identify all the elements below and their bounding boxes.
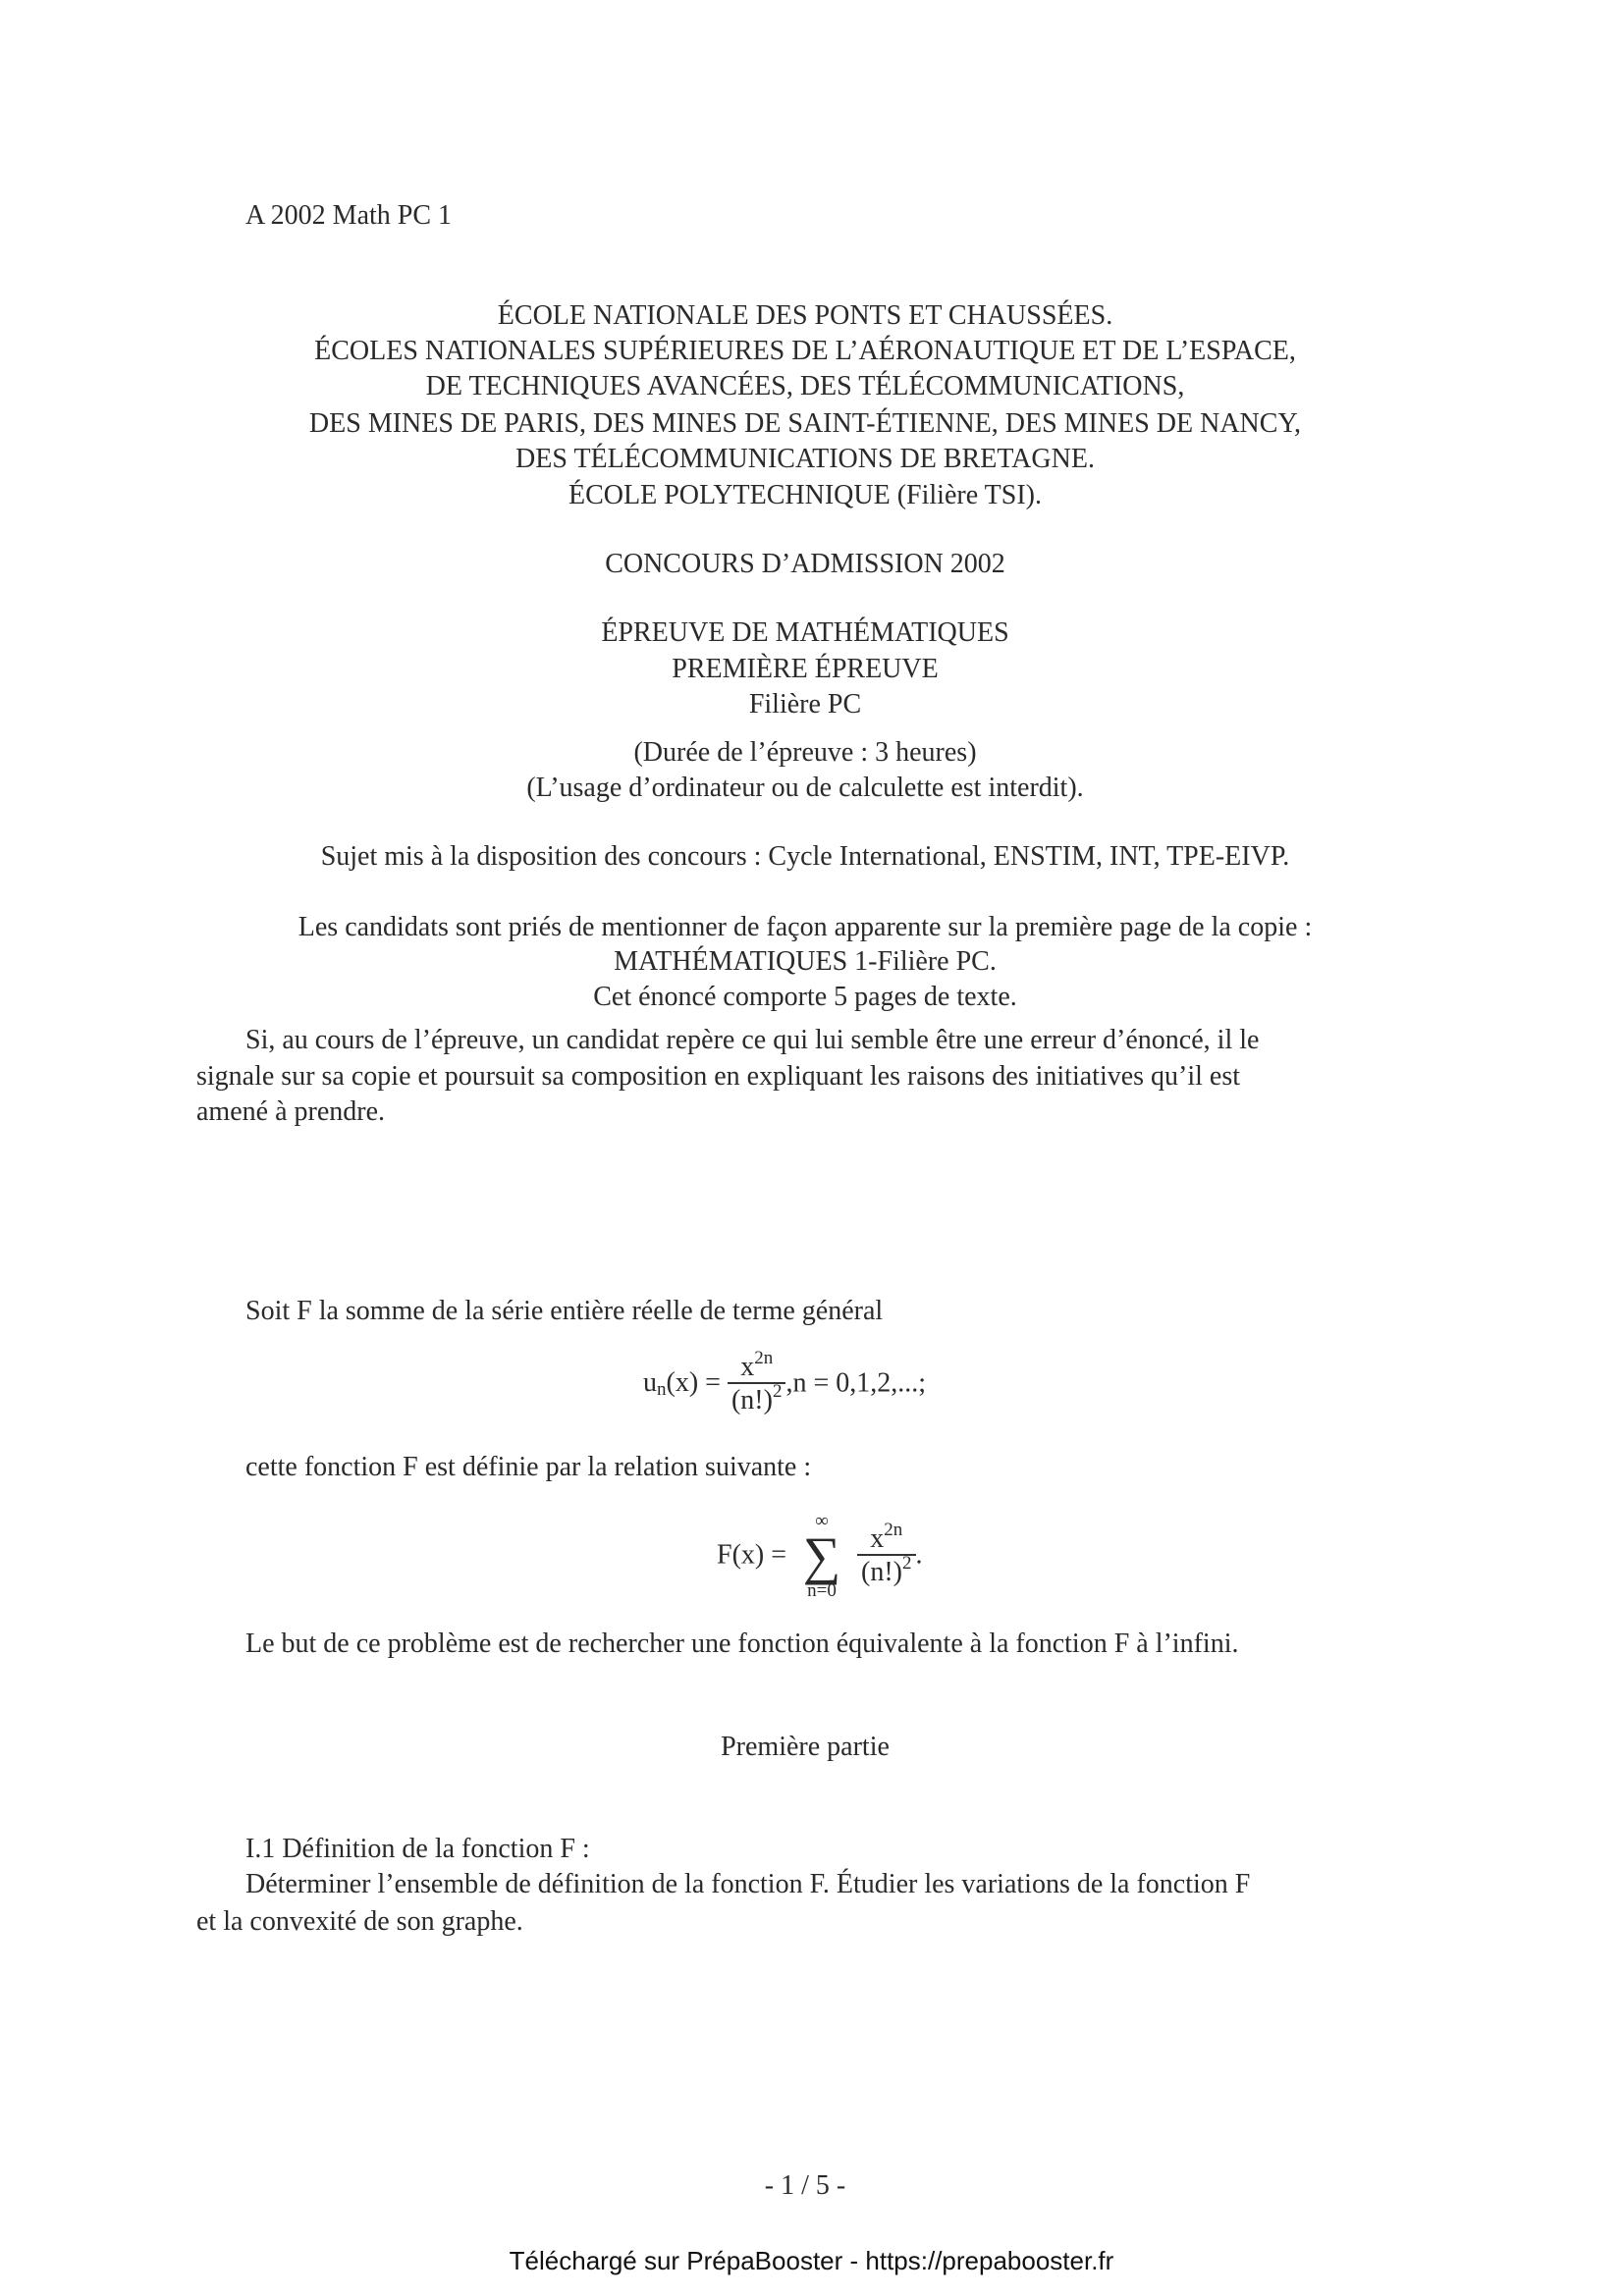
mention: MATHÉMATIQUES 1-Filière PC. (614, 946, 997, 977)
question-line: et la convexité de son graphe. (196, 1906, 523, 1937)
formula-lhs: F(x) = (717, 1539, 787, 1571)
erreur-line: Si, au cours de l’épreuve, un candidat repère ce qui lui semble être une erreur d’énoncé, il le (245, 1025, 1260, 1055)
formula-un (643, 1348, 927, 1417)
school-line: DES TÉLÉCOMMUNICATIONS DE BRETAGNE. (515, 444, 1095, 474)
candidats-note: Les candidats sont priés de mentionner de façon apparente sur la première page de la copie : (298, 912, 1313, 942)
erreur-line: signale sur sa copie et poursuit sa composition en expliquant les raisons des initiatives qu’il est (196, 1061, 1241, 1092)
duree: (Durée de l’épreuve : 3 heures) (633, 737, 977, 768)
epreuve-title: ÉPREUVE DE MATHÉMATIQUES (601, 617, 1009, 648)
formula-tail: ,n = 0,1,2,...; (785, 1367, 927, 1399)
concours-title: CONCOURS D’ADMISSION 2002 (605, 549, 1005, 579)
erreur-line: amené à prendre. (196, 1096, 385, 1127)
formula-tail: . (915, 1539, 923, 1571)
pages-note: Cet énoncé comporte 5 pages de texte. (593, 982, 1017, 1012)
premiere-epreuve: PREMIÈRE ÉPREUVE (672, 654, 939, 684)
page-number: - 1 / 5 - (764, 2170, 846, 2201)
section-title: Première partie (721, 1732, 890, 1762)
but-text: Le but de ce problème est de rechercher une fonction équivalente à la fonction F à l’infini. (245, 1629, 1239, 1659)
fraction: $\frac{x^{2n}}{(n!)^2}$ (728, 1353, 785, 1417)
school-line: ÉCOLE NATIONALE DES PONTS ET CHAUSSÉES. (497, 300, 1113, 331)
school-line: ÉCOLE POLYTECHNIQUE (Filière TSI). (568, 480, 1042, 510)
sum-operator: ∞ ∑ n=0 (802, 1511, 841, 1601)
relation-text: cette fonction F est définie par la relation suivante : (245, 1452, 812, 1482)
usage-note: (L’usage d’ordinateur ou de calculette est interdit). (526, 773, 1084, 803)
formula-lhs: $u_n(x)$ = (643, 1367, 721, 1401)
school-line: DE TECHNIQUES AVANCÉES, DES TÉLÉCOMMUNICATIONS, (425, 371, 1185, 401)
question-line: Déterminer l’ensemble de définition de la fonction F. Étudier les variations de la fonction F (245, 1869, 1251, 1899)
fraction: $\frac{x^{2n}}{(n!)^2}$ (857, 1524, 915, 1589)
intro-text: Soit F la somme de la série entière réelle de terme général (245, 1296, 884, 1326)
sujet-note: Sujet mis à la disposition des concours : Cycle International, ENSTIM, INT, TPE-EIVP. (320, 841, 1290, 872)
question-title: I.1 Définition de la fonction F : (245, 1834, 590, 1864)
download-link[interactable]: Téléchargé sur PrépaBooster - https://prepabooster.fr (509, 2246, 1114, 2275)
school-line: DES MINES DE PARIS, DES MINES DE SAINT-ÉTIENNE, DES MINES DE NANCY, (308, 408, 1302, 439)
filiere: Filière PC (748, 689, 862, 720)
formula-F (717, 1512, 923, 1602)
exam-code: A 2002 Math PC 1 (245, 200, 453, 231)
school-line: ÉCOLES NATIONALES SUPÉRIEURES DE L’AÉRONAUTIQUE ET DE L’ESPACE, (314, 336, 1296, 366)
